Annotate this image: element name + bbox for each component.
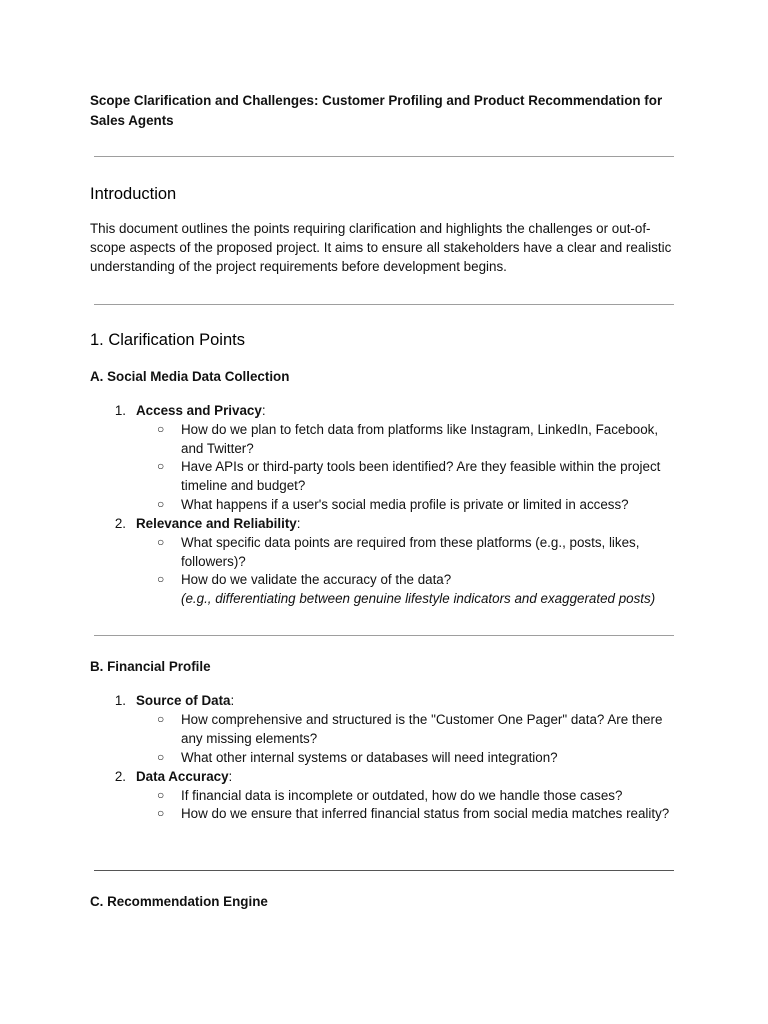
bullet-icon: ○ (157, 788, 165, 802)
list-subitem: How comprehensive and structured is the "Customer One Pager" data? Are there any missing elements? (181, 712, 663, 746)
list-number: 2. (114, 769, 126, 784)
divider (94, 156, 674, 157)
list-item-title-text: Access and Privacy (136, 403, 262, 418)
subsection-heading-recommendation-engine: C. Recommendation Engine (90, 894, 268, 909)
list-subitem: How do we ensure that inferred financial status from social media matches reality? (181, 806, 670, 821)
divider (94, 304, 674, 305)
list-item-title (136, 691, 234, 710)
bullet-icon: ○ (157, 459, 165, 473)
bullet-icon: ○ (157, 572, 165, 586)
list-number: 1. (114, 403, 126, 418)
list-subitem: How do we validate the accuracy of the data? (181, 572, 452, 587)
list-item-title-text: Source of Data (136, 693, 231, 708)
list-item-suffix: : (230, 693, 235, 708)
list-subitem: Have APIs or third-party tools been identified? Are they feasible within the project timeline and budget? (181, 459, 661, 493)
subsection-heading-social-media: A. Social Media Data Collection (90, 369, 290, 384)
list-subitem: What specific data points are required from these platforms (e.g., posts, likes, followers)? (181, 535, 640, 569)
list-item-suffix: : (228, 769, 233, 784)
list-item-title (136, 514, 301, 533)
list-subitem: How do we plan to fetch data from platforms like Instagram, LinkedIn, Facebook, and Twitter? (181, 422, 659, 456)
list-item-suffix: : (296, 516, 301, 531)
list-item-title (136, 401, 266, 420)
bullet-icon: ○ (157, 806, 165, 820)
list-subitem: If financial data is incomplete or outdated, how do we handle those cases? (181, 788, 623, 803)
list-item-title (136, 767, 232, 786)
bullet-icon: ○ (157, 750, 165, 764)
subsection-heading-financial-profile: B. Financial Profile (90, 659, 211, 674)
section-heading-clarification-points: 1. Clarification Points (90, 331, 245, 349)
introduction-body: This document outlines the points requiring clarification and highlights the challenges or out-of-scope aspects of the proposed project. It aims to ensure all stakeholders have a clear and realistic understanding of the project requirements before development begins. (90, 221, 672, 274)
divider (94, 635, 674, 636)
list-item-title-text: Data Accuracy (136, 769, 229, 784)
bullet-icon: ○ (157, 497, 165, 511)
list-subitem: What happens if a user's social media profile is private or limited in access? (181, 497, 629, 512)
list-subitem: What other internal systems or databases will need integration? (181, 750, 558, 765)
list-item-suffix: : (261, 403, 266, 418)
bullet-icon: ○ (157, 535, 165, 549)
note-text: (e.g., differentiating between genuine lifestyle indicators and exaggerated posts) (181, 591, 656, 606)
bullet-icon: ○ (157, 422, 165, 436)
list-number: 1. (114, 693, 126, 708)
bullet-icon: ○ (157, 712, 165, 726)
list-number: 2. (114, 516, 126, 531)
introduction-heading: Introduction (90, 185, 177, 203)
document-title: Scope Clarification and Challenges: Customer Profiling and Product Recommendation for Sales Agents (90, 93, 663, 128)
list-subitem-note (181, 589, 681, 608)
divider (94, 870, 674, 871)
list-item-title-text: Relevance and Reliability (136, 516, 297, 531)
